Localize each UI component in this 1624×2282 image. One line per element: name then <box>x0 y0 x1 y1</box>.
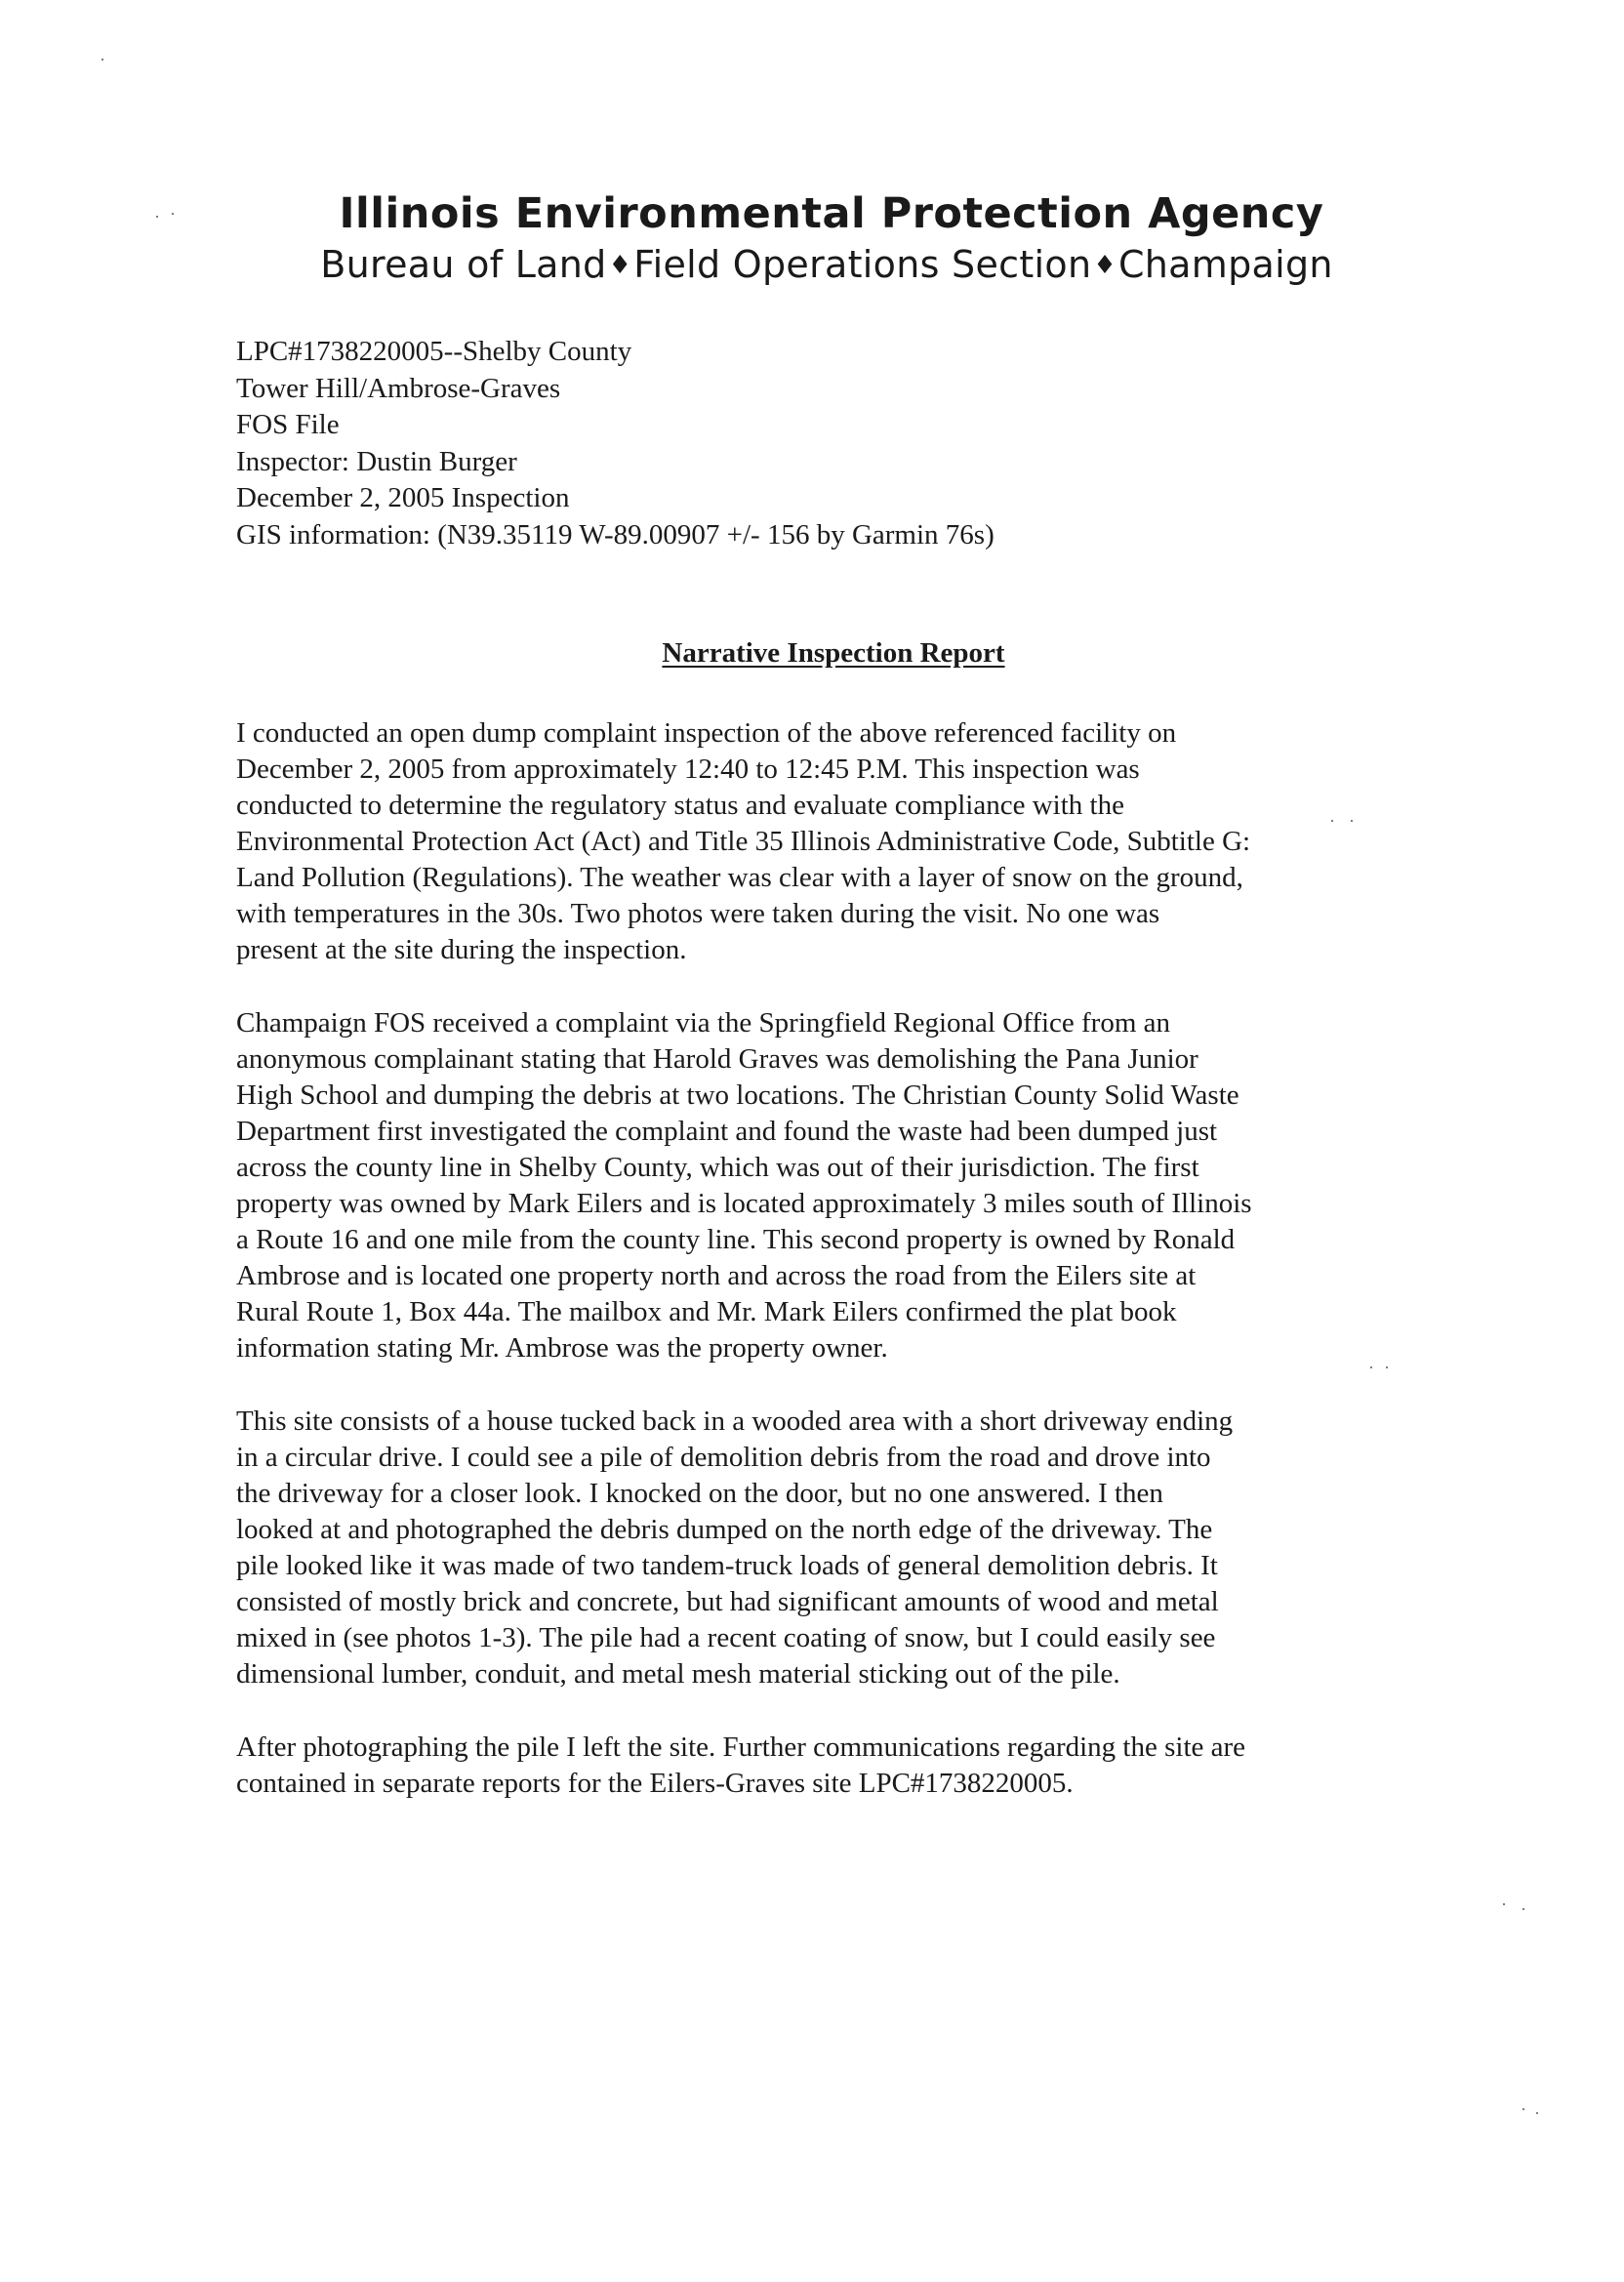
narrative-body <box>236 715 1437 1839</box>
paragraph <box>236 1730 1437 1802</box>
paragraph <box>236 1005 1437 1366</box>
text-line: Environmental Protection Act (Act) and Title 35 Illinois Administrative Code, Subtitle G: <box>236 826 1251 857</box>
text-line: After photographing the pile I left the site. Further communications regarding the site are <box>236 1732 1246 1763</box>
text-line: Champaign FOS received a complaint via the Springfield Regional Office from an <box>236 1007 1171 1039</box>
scan-speck <box>102 59 103 61</box>
bureau-land: Bureau of Land <box>320 243 607 286</box>
text-line: Department first investigated the complaint and found the waste had been dumped just <box>236 1116 1218 1147</box>
letterhead <box>0 187 1624 290</box>
text-line: with temperatures in the 30s. Two photos were taken during the visit. No one was <box>236 898 1160 929</box>
inspector: Inspector: Dustin Burger <box>236 445 517 477</box>
text-line: Land Pollution (Regulations). The weather was clear with a layer of snow on the ground, <box>236 862 1243 893</box>
site-name: Tower Hill/Ambrose-Graves <box>236 372 561 404</box>
report-title <box>0 637 1624 670</box>
file-type: FOS File <box>236 409 340 440</box>
paragraph <box>236 1404 1437 1692</box>
scan-speck <box>172 213 174 215</box>
text-line: a Route 16 and one mile from the county line. This second property is owned by Ronald <box>236 1224 1236 1255</box>
text-line: consisted of mostly brick and concrete, but had significant amounts of wood and metal <box>236 1586 1219 1617</box>
text-line: December 2, 2005 from approximately 12:40 to 12:45 P.M. This inspection was <box>236 754 1140 785</box>
lpc-number: LPC#1738220005--Shelby County <box>236 336 632 367</box>
text-line: conducted to determine the regulatory status and evaluate compliance with the <box>236 790 1124 821</box>
text-line: pile looked like it was made of two tandem-truck loads of general demolition debris. It <box>236 1550 1218 1581</box>
text-line: mixed in (see photos 1-3). The pile had a recent coating of snow, but I could easily see <box>236 1622 1216 1653</box>
scan-speck <box>1351 820 1353 822</box>
text-line: across the county line in Shelby County, which was out of their jurisdiction. The first <box>236 1152 1199 1183</box>
text-line: contained in separate reports for the Eilers-Graves site LPC#1738220005. <box>236 1768 1074 1799</box>
text-line: High School and dumping the debris at two locations. The Christian County Solid Waste <box>236 1080 1239 1111</box>
bureau-field-operations: Field Operations Section <box>633 243 1092 286</box>
scan-speck <box>156 216 158 218</box>
scan-speck <box>1536 2112 1538 2114</box>
text-line: looked at and photographed the debris dumped on the north edge of the driveway. The <box>236 1514 1213 1545</box>
text-line: Ambrose and is located one property north and across the road from the Eilers site at <box>236 1260 1197 1291</box>
text-line: in a circular drive. I could see a pile of demolition debris from the road and drove into <box>236 1442 1211 1473</box>
inspection-date: December 2, 2005 Inspection <box>236 482 570 513</box>
bureau-office: Champaign <box>1117 243 1333 286</box>
text-line: the driveway for a closer look. I knocked on the door, but no one answered. I then <box>236 1478 1163 1509</box>
gis-information: GIS information: (N39.35119 W-89.00907 +/- 156 by Garmin 76s) <box>236 518 995 550</box>
text-line: dimensional lumber, conduit, and metal mesh material sticking out of the pile. <box>236 1658 1120 1690</box>
scan-speck <box>1522 2108 1524 2110</box>
paragraph <box>236 715 1437 968</box>
scan-speck <box>1386 1366 1388 1368</box>
scan-speck <box>1370 1366 1372 1368</box>
diamond-separator-icon: ♦ <box>1093 251 1116 280</box>
text-line: anonymous complainant stating that Harold Graves was demolishing the Pana Junior <box>236 1043 1198 1075</box>
text-line: Rural Route 1, Box 44a. The mailbox and Mr. Mark Eilers confirmed the plat book <box>236 1296 1177 1327</box>
diamond-separator-icon: ♦ <box>608 251 632 280</box>
report-title-text: Narrative Inspection Report <box>662 637 1005 669</box>
bureau-line <box>29 240 1624 290</box>
site-info-block <box>236 334 995 553</box>
text-line: I conducted an open dump complaint inspection of the above referenced facility on <box>236 717 1177 749</box>
scan-speck <box>1503 1903 1505 1905</box>
text-line: information stating Mr. Ambrose was the property owner. <box>236 1332 888 1364</box>
scan-speck <box>1522 1908 1524 1910</box>
text-line: present at the site during the inspection. <box>236 934 687 965</box>
agency-name: Illinois Environmental Protection Agency <box>339 189 1324 238</box>
text-line: property was owned by Mark Eilers and is located approximately 3 miles south of Illinois <box>236 1188 1252 1219</box>
text-line: This site consists of a house tucked back in a wooded area with a short driveway ending <box>236 1406 1234 1437</box>
scan-speck <box>1331 820 1333 822</box>
